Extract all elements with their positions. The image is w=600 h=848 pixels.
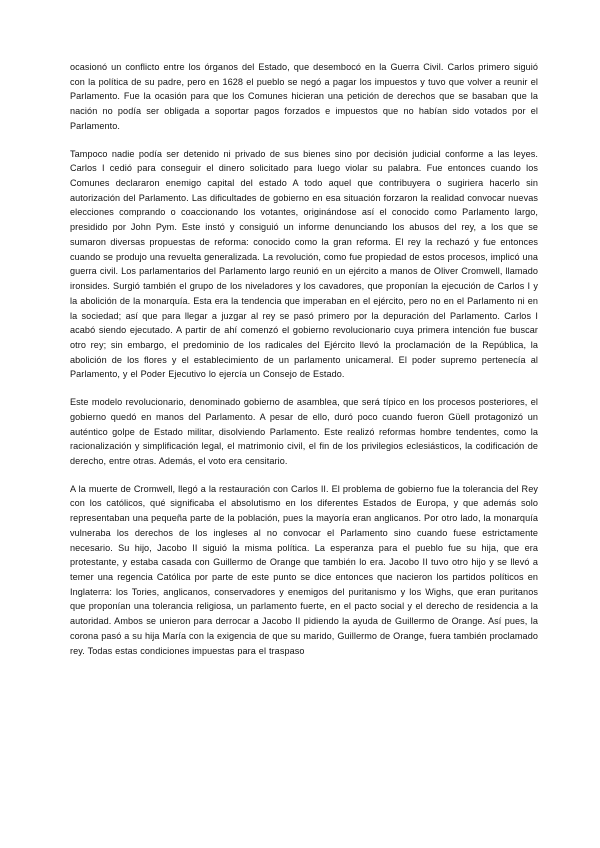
paragraph: Este modelo revolucionario, denominado gobierno de asamblea, que será típico en los procesos posteriores, el gobierno quedó en manos del Parlamento. A pesar de ello, duró poco cuando fueron Güell protagonizó un auténtico golpe de Estado militar, disolviendo Parlamento. Este realizó reformas hombre tendentes, como la racionalización y simplificación legal, el matrimonio civil, el fin de los privilegios eclesiásticos, la codificación de derecho, entre otras. Además, el voto era censitario. <box>70 397 538 466</box>
document-text-body <box>70 60 538 658</box>
paragraph: A la muerte de Cromwell, llegó a la restauración con Carlos II. El problema de gobierno fue la tolerancia del Rey con los católicos, qué significaba el absolutismo en los diferentes Estados de Europa, y que además solo representaban una pequeña parte de la población, pues la mayoría eran anglicanos. Por otro lado, la monarquía vulneraba los derechos de los ingleses al no convocar el Parlamento sino cuando fuese estrictamente necesario. Su hijo, Jacobo II siguió la misma política. La esperanza para el pueblo fue su hija, que era protestante, y estaba casada con Guillermo de Orange que también lo era. Jacobo II tuvo otro hijo y se llevó a temer una regencia Católica por parte de este punto se dice entonces que nacieron los partidos políticos en Inglaterra: los Tories, anglicanos, conservadores y enemigos del puritanismo y los Wighs, que eran puritanos que proponían una tolerancia religiosa, un parlamento fuerte, en el pacto social y el derecho de residencia a la autoridad. Ambos se unieron para derrocar a Jacobo II pidiendo la ayuda de Guillermo de Orange. Así pues, la corona pasó a su hija María con la exigencia de que su marido, Guillermo de Orange, fuera también proclamado rey. Todas estas condiciones impuestas para el traspaso <box>70 483 538 656</box>
paragraph: Tampoco nadie podía ser detenido ni privado de sus bienes sino por decisión judicial conforme a las leyes. Carlos I cedió para conseguir el dinero solicitado para luego violar su palabra. Fue entonces cuando los Comunes declararon enemigo capital del estado A todo aquel que contribuyera o sugiriera hacerlo sin autorización del Parlamento. Las dificultades de gobierno en esa situación forzaron la realidad convocar nuevas elecciones comprando o coaccionando los votantes, originándose así el conocido como Parlamento largo, presidido por John Pym. Este instó y consiguió un informe denunciando los abusos del rey, a los que se sumaron diversas propuestas de reforma: conocido como la gran reforma. El rey la rechazó y fue entonces cuando se produjo una revuelta generalizada. La revolución, como fue propiedad de estos procesos, implicó una guerra civil. Los parlamentarios del Parlamento largo reunió en un ejército a manos de Oliver Cromwell, llamado ironsides. Surgió también el grupo de los niveladores y los cavadores, que proponían la ejecución de Carlos I y la abolición de la monarquía. Esta era la tendencia que imperaban en el ejército, pero no en el Parlamento ni en la sociedad; así que para llegar a juzgar al rey se pasó primero por la depuración del Parlamento. Carlos I acabó siendo ejecutado. A partir de ahí comenzó el gobierno revolucionario cuya primera intención fue buscar otro rey; sin embargo, el predominio de los radicales del Ejército llevó la proclamación de la República, la abolición de los flores y el establecimiento de un parlamento unicameral. El poder supremo pertenecía al Parlamento, y el Poder Ejecutivo lo ejercía un Consejo de Estado. <box>70 148 538 380</box>
paragraph: ocasionó un conflicto entre los órganos del Estado, que desembocó en la Guerra Civil. Carlos primero siguió con la política de su padre, pero en 1628 el pueblo se negó a pagar los impuestos y tuvo que volver a reunir el Parlamento. Fue la ocasión para que los Comunes hicieran una petición de derechos que se basaban que la nación no podía ser obligada a soportar pagos forzados e impuestos que no habían sido votados por el Parlamento. <box>70 62 538 131</box>
